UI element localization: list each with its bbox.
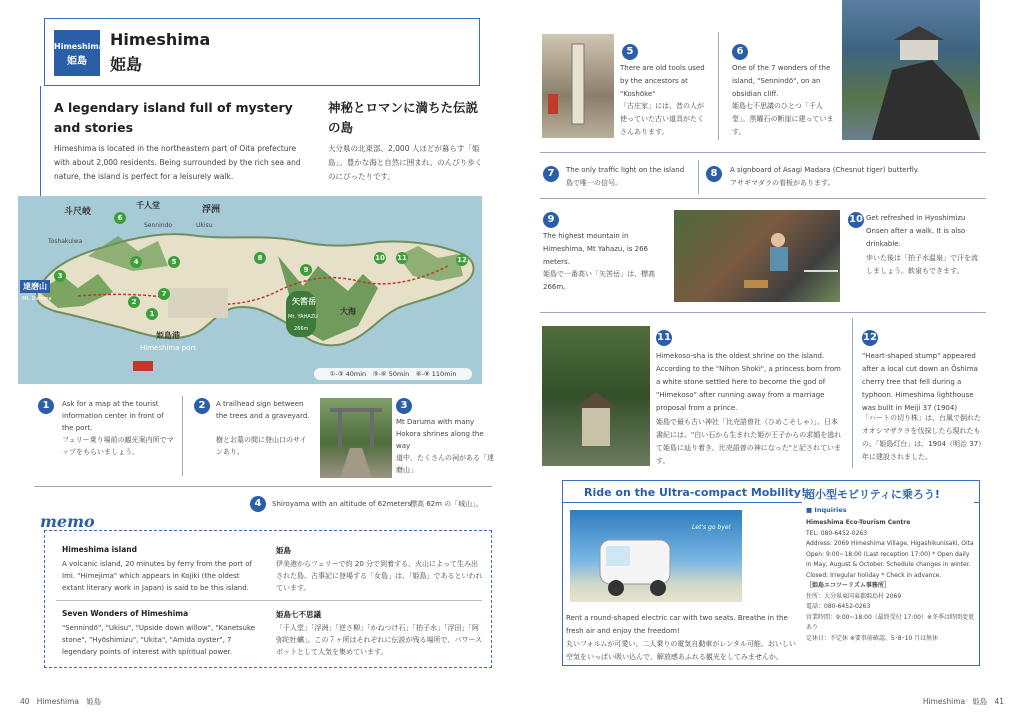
spot-12-text-en: "Heart-shaped stump" appeared after a local cut down an Ōshima cherry tree that fell during a typhoon. Himeshima lighthouse was built in Meiji 37 (1904) <box>862 352 978 412</box>
spot-11-photo-himekoso-sha <box>542 326 650 466</box>
map-label-yahazu-en: Mt. YAHAZU <box>288 314 318 320</box>
inquiry-jp-heading: ［姫島エコツーリズム事務所］ <box>806 582 890 589</box>
inquiry-centre: Himeshima Eco-Tourism Centre <box>806 519 911 526</box>
spot-1-text-en: Ask for a map at the tourist information center in front of the port. <box>62 400 164 432</box>
map-label-ukisu-en: Ukisu <box>196 222 213 229</box>
footer-name-right: Himeshima <box>922 697 966 706</box>
mobility-photo-caption: Let's go bye! <box>692 524 731 531</box>
page-title-en: Himeshima <box>110 30 211 49</box>
map-label-sennindo-jp: 千人堂 <box>136 201 160 210</box>
shrine-forest-illustration <box>542 326 650 466</box>
spot-5-text-jp: 「古庄家」には、昔の人が使っていた古い道具がたくさんあります。 <box>620 102 704 136</box>
inquiry-details <box>806 518 976 644</box>
footer-name-jp-right: 姫島 <box>972 697 988 706</box>
onsen-illustration <box>674 210 840 302</box>
mobility-title-en: Ride on the Ultra-compact Mobility! <box>584 486 806 499</box>
spot-3-text-jp: 道中、たくさんの祠がある「達磨山」 <box>396 454 494 474</box>
spot-8-text-jp: アサギマダラの看板があります。 <box>730 179 835 187</box>
spot-divider <box>182 396 183 476</box>
map-label-port-en: Himeshima port <box>140 344 197 352</box>
spot-10-text-en: Get refreshed in Hyoshimizu Onsen after a walk. It is also drinkable. <box>866 214 966 248</box>
page-title-jp: 姫島 <box>110 55 143 74</box>
footer-name-jp-left: 姫島 <box>86 697 102 706</box>
spot-number-7: 7 <box>543 166 559 182</box>
spot-6-text-en: One of the 7 wonders of the island, "Sennindō", on an obsidian cliff. <box>732 64 831 98</box>
inquiry-tel: TEL: 080-6452-0263 <box>806 529 868 537</box>
map-pin-7: 7 <box>158 288 170 300</box>
spot-11-text-jp: 姫島で最も古い神社「比売語曽社（ひめこそしゃ）」。日本書紀には、"白い石から生まれた姫が王子からの求婚を逃れて姫島に辿り着き、比売語曽の神になった"と記されています。 <box>656 418 842 465</box>
spot-10-text-jp: 歩いた後は「拍子水温泉」で汗を流しましょう。飲泉もできます。 <box>866 254 978 275</box>
spot-10-photo-hyoshimizu-onsen <box>674 210 840 302</box>
torii-gate-illustration <box>320 398 392 478</box>
spot-5-photo-koshoke <box>542 34 614 138</box>
spot-2-text-en: A trailhead sign between the trees and a graveyard. <box>216 400 310 420</box>
map-label-ukisu-jp: 浮洲 <box>202 205 221 215</box>
spot-3-text-en: Mt Daruma with many Hokora shrines along the way <box>396 418 484 450</box>
intro-text-en: Himeshima is located in the northeastern part of Oita prefecture with about 2,000 residents. Being surrounded by the rich sea and nature, the island is perfect for a leisurely walk. <box>54 144 301 181</box>
map-label-yahazu-jp: 矢筈岳 <box>292 297 316 306</box>
lead-heading-en: A legendary island full of mystery and stories <box>54 100 293 135</box>
section-divider <box>540 152 986 153</box>
map-label-yahazu-alt: 266m <box>294 326 309 332</box>
inquiry-jp-address: 住所：大分県東国東郡姫島村 2069 <box>806 592 902 600</box>
island-map <box>18 196 482 384</box>
spot-number-5: 5 <box>622 44 638 60</box>
spot-2-text-jp: 樹とお墓の間に登山口のサインあり。 <box>216 436 307 456</box>
spot-12-text-jp: 「ハートの切り株」は、台風で倒れたオオシマザクラを伐採したら現れたもの。「姫島灯台」は、1904（明治 37）年に建設されました。 <box>862 414 982 461</box>
map-label-sennindo-en: Sennindo <box>144 222 173 229</box>
spot-divider <box>718 32 719 140</box>
memo-island-text-en: A volcanic island, 20 minutes by ferry from the port of Imi. "Himejima" which appears in Kojiki (the oldest extant literary work in Japan) is said to be this island. <box>62 560 252 592</box>
map-pin-9: 9 <box>300 264 312 276</box>
mobility-photo-electric-car <box>570 510 742 602</box>
memo-wonders-text-jp: 「千人堂」「浮洲」「逆さ柳」「かねつけ石」「拍子水」「浮田」「阿弥陀牡蠣」。この７ヶ所はそれぞれに伝説が残る場所で、パワースポットとして人気を集めています。 <box>276 624 483 656</box>
inquiry-jp-tel: 電話：080-6452-0263 <box>806 603 871 610</box>
map-label-port-jp: 姫島港 <box>156 331 180 340</box>
spot-9-text-jp: 姫島で一番高い「矢筈岳」は、標高 266m。 <box>543 270 655 291</box>
map-label-daruma-en: Mt. Daruma <box>22 296 52 302</box>
footer-left <box>20 696 101 707</box>
mobility-text-en: Rent a round-shaped electric car with two seats. Breathe in the fresh air and enjoy the freedom! <box>566 614 788 635</box>
spot-1-text-jp: フェリー乗り場前の観光案内所でマップをもらいましょう。 <box>62 436 174 456</box>
inquiry-jp-closed: 定休日：不定休 ※要事前確認、5･8･10 月は無休 <box>806 634 939 642</box>
memo-island-heading-en: Himeshima island <box>62 545 137 554</box>
map-pin-1: 1 <box>146 308 158 320</box>
map-pin-2: 2 <box>128 296 140 308</box>
spot-number-3: 3 <box>396 398 412 414</box>
map-label-ooumi: 大海 <box>340 307 356 316</box>
badge-jp: 姫島 <box>67 56 87 67</box>
spot-number-10: 10 <box>848 212 864 228</box>
map-pin-11: 11 <box>397 254 407 262</box>
title-badge <box>54 30 105 76</box>
ferry-boat <box>133 361 153 371</box>
inquiry-closed: Closed: Irregular holiday * Check in advance. <box>806 571 942 579</box>
spot-7-text-jp: 島で唯一の信号。 <box>566 179 622 187</box>
map-pin-8: 8 <box>254 252 266 264</box>
spot-4-text-jp: 標高 62m の「城山」。 <box>410 500 483 508</box>
mobility-title-jp: 超小型モビリティに乗ろう! <box>804 488 940 501</box>
memo-wonders-heading-jp: 姫島七不思議 <box>276 610 321 619</box>
inquiries-heading: ■ Inquiries <box>806 506 847 514</box>
lead-heading-jp: 神秘とロマンに満ちた伝説の島 <box>328 100 479 135</box>
spot-divider <box>698 160 699 194</box>
mobility-text-jp: 丸いフォルムが可愛い、二人乗りの電気自動車がレンタル可能。おいしい空気をいっぱい吸い込んで、解放感あふれる観光をしてみませんか。 <box>566 640 796 661</box>
footer-right <box>923 696 1004 707</box>
spot-number-9: 9 <box>543 212 559 228</box>
page-number-right: 41 <box>994 697 1004 706</box>
map-pin-4: 4 <box>130 256 142 268</box>
map-label-daruma-jp: 達磨山 <box>20 280 50 293</box>
spot-number-1: 1 <box>38 398 54 414</box>
map-pin-10: 10 <box>375 254 385 262</box>
map-label-toshakuiwa-jp: 斗尺岐 <box>64 207 92 217</box>
inquiry-jp-hours: 営業時間：9:00~18:00（最終受付 17:00）※冬季は時間変更あり <box>806 613 975 631</box>
memo-wonders-heading-en: Seven Wonders of Himeshima <box>62 609 189 618</box>
cliff-hall-illustration <box>842 0 980 140</box>
island-map-illustration <box>18 196 482 384</box>
intro-text-jp: 大分県の北東部、2,000 人ほどが暮らす「姫島」。豊かな海と自然に囲まれ、のんびり歩くのにぴったりです。 <box>328 144 483 181</box>
map-label-toshakuiwa-en: Toshakuiwa <box>48 238 83 245</box>
spot-divider <box>852 318 853 468</box>
town-area <box>168 288 228 318</box>
spot-number-12: 12 <box>862 330 878 346</box>
spot-6-text-jp: 姫島七不思議のひとつ「千人堂」。黒曜石の断崖に建っています。 <box>732 102 834 136</box>
badge-en: Himeshima <box>54 42 105 51</box>
section-divider <box>540 312 986 313</box>
footer-name-left: Himeshima <box>36 697 79 706</box>
spot-5-text-en: There are old tools used by the ancestors at "Koshōke" <box>620 64 705 98</box>
map-pin-12: 12 <box>457 256 467 264</box>
spot-9-text-en: The highest mountain in Himeshima, Mt Yahazu, is 266 meters. <box>543 232 648 266</box>
spot-7-text-en: The only traffic light on the island <box>566 166 685 174</box>
map-time-legend: ①-③ 40min ③-⑥ 50min ⑥-⑨ 110min <box>314 368 472 380</box>
spot-number-11: 11 <box>656 330 672 346</box>
memo-island-text-jp: 伊美港からフェリーで約 20 分で到着する、火山によって生み出された島。古事記に登場する「女島」は、「姫島」であるといわれています。 <box>276 560 483 592</box>
inquiry-open: Open: 9:00~18:00 (Last reception 17:00) * Open daily in May, August & October. Schedule changes in winter. <box>806 550 971 568</box>
signpost-illustration <box>542 34 614 138</box>
map-pin-6: 6 <box>114 212 126 224</box>
map-pin-5: 5 <box>168 256 180 268</box>
inquiry-address: Address: 2069 Himeshima Village, Higashikunisaki, Oita <box>806 540 974 547</box>
memo-island-heading-jp: 姫島 <box>276 546 291 555</box>
section-divider <box>34 486 492 487</box>
spot-6-photo-sennindo <box>842 0 980 140</box>
memo-divider <box>56 600 482 601</box>
spot-3-photo-shrine-steps <box>320 398 392 478</box>
inquiries-heading-text: Inquiries <box>814 506 847 514</box>
spot-4-text-en: Shiroyama with an altitude of 62meters <box>272 500 412 508</box>
spot-number-6: 6 <box>732 44 748 60</box>
memo-wonders-text-en: "Sennindō", "Ukisu", "Upside down willow", "Kanetsuke stone", "Hyōshimizu", "Ukita", "Amida oyster", 7 legendary points of interest with spiritual power. <box>62 624 256 656</box>
spot-11-text-en: Himekoso-sha is the oldest shrine on the island. According to the "Nihon Shoki", a princess born from a white stone settled here to become the god of "Himekoso" after running away from a marriage proposal from a prince. <box>656 352 841 412</box>
spot-number-8: 8 <box>706 166 722 182</box>
spot-number-2: 2 <box>194 398 210 414</box>
spot-8-text-en: A signboard of Asagi Madara (Chesnut tiger) butterfly. <box>730 166 920 174</box>
section-divider <box>540 198 986 199</box>
map-pin-3: 3 <box>54 270 66 282</box>
spot-number-4: 4 <box>250 496 266 512</box>
page-number-left: 40 <box>20 697 30 706</box>
memo-title: memo <box>40 512 95 531</box>
